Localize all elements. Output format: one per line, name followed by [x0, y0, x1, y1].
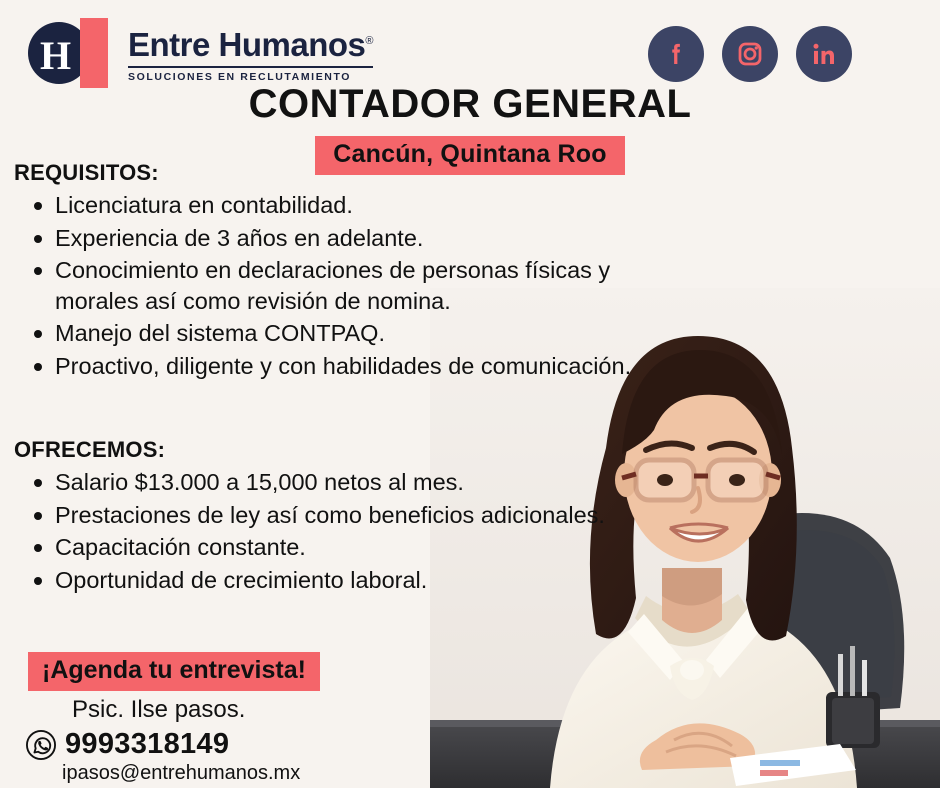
requirements-list	[22, 190, 682, 383]
email-address[interactable]: ipasos@entrehumanos.mx	[62, 762, 301, 784]
list-item: Oportunidad de crecimiento laboral.	[22, 565, 622, 596]
cta-wrap	[28, 652, 320, 691]
list-item: Proactivo, diligente y con habilidades de comunicación.	[22, 351, 682, 382]
requirements-heading: REQUISITOS:	[14, 160, 159, 185]
list-item: Manejo del sistema CONTPAQ.	[22, 318, 682, 349]
logo-mark-icon	[28, 18, 114, 88]
instagram-icon[interactable]	[722, 26, 778, 82]
brand-tagline: SOLUCIONES EN RECLUTAMIENTO	[128, 70, 352, 83]
page-title: CONTADOR GENERAL	[248, 82, 692, 126]
social-links	[648, 26, 852, 82]
logo-divider	[128, 66, 373, 68]
list-item: Salario $13.000 a 15,000 netos al mes.	[22, 467, 622, 498]
offer-heading: OFRECEMOS:	[14, 437, 166, 462]
list-item: Experiencia de 3 años en adelante.	[22, 223, 682, 254]
phone-number[interactable]: 9993318149	[65, 728, 230, 760]
offer-list	[22, 467, 622, 597]
whatsapp-icon	[26, 730, 56, 760]
registered-mark: ®	[365, 34, 373, 47]
cta-banner[interactable]: ¡Agenda tu entrevista!	[28, 652, 320, 691]
logo-monogram: H	[40, 33, 72, 78]
brand-name	[128, 25, 373, 63]
phone-row[interactable]	[26, 728, 229, 761]
list-item: Licenciatura en contabilidad.	[22, 190, 682, 221]
brand-logo	[28, 18, 373, 88]
logo-text-block	[128, 24, 373, 83]
logo-bar-shape	[80, 18, 108, 88]
list-item: Conocimiento en declaraciones de personas físicas y morales así como revisión de nomina.	[22, 255, 682, 316]
location-badge: Cancún, Quintana Roo	[315, 136, 624, 175]
list-item: Capacitación constante.	[22, 532, 622, 563]
linkedin-icon[interactable]	[796, 26, 852, 82]
brand-name-text: Entre Humanos	[128, 25, 366, 63]
facebook-icon[interactable]	[648, 26, 704, 82]
list-item: Prestaciones de ley así como beneficios adicionales.	[22, 500, 622, 531]
contact-name: Psic. Ilse pasos.	[72, 696, 246, 723]
